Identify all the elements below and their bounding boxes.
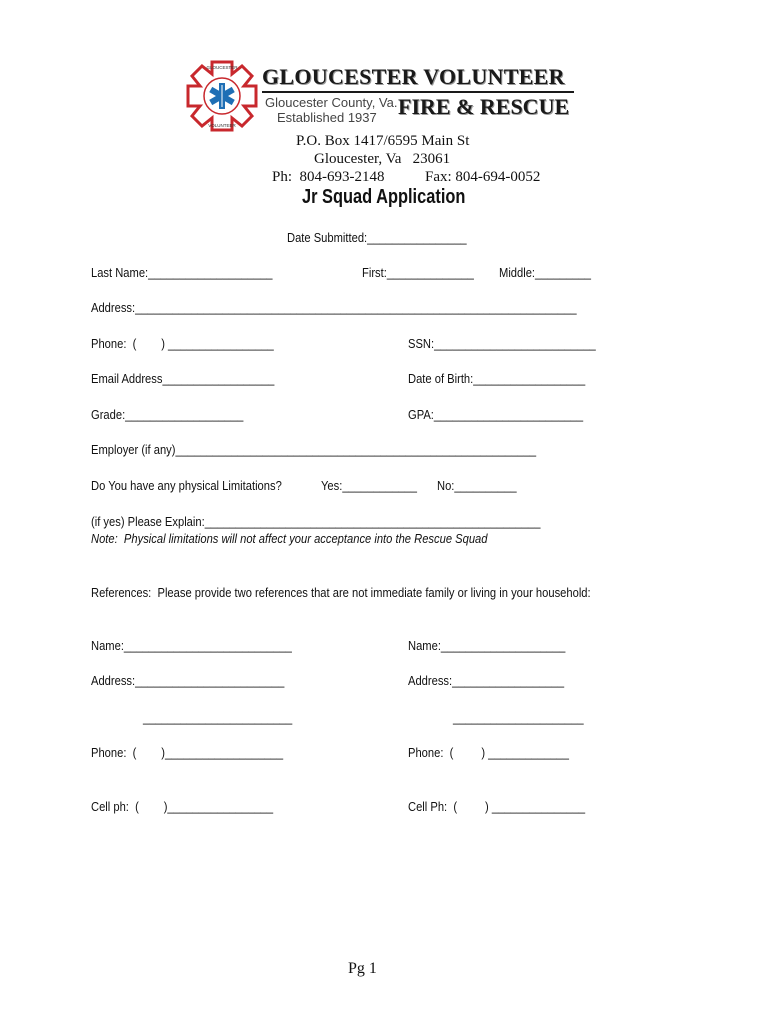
middle-name-field[interactable]: Middle:_________ [499, 265, 592, 280]
first-name-field[interactable]: First:______________ [362, 265, 474, 280]
phone-number: Ph: 804-693-2148 [272, 169, 385, 185]
phone-field[interactable]: Phone: ( ) _________________ [91, 336, 274, 351]
address-line-2: Gloucester, Va 23061 [314, 151, 451, 167]
logo-text-bottom: VOLUNTEER [208, 123, 236, 128]
address-line-1: P.O. Box 1417/6595 Main St [296, 133, 470, 149]
page-title: Jr Squad Application [302, 186, 466, 208]
limitations-question: Do You have any physical Limitations? [91, 478, 282, 493]
reference-2-cell-field[interactable]: Cell Ph: ( ) _______________ [408, 799, 586, 814]
ssn-field[interactable]: SSN:__________________________ [408, 336, 596, 351]
explain-field[interactable]: (if yes) Please Explain:______________________________________________________ [91, 514, 541, 529]
reference-2-name-field[interactable]: Name:____________________ [408, 638, 566, 653]
header-divider [262, 91, 574, 93]
reference-1-name-field[interactable]: Name:___________________________ [91, 638, 292, 653]
org-name: GLOUCESTER VOLUNTEER [262, 64, 565, 89]
address-field[interactable]: Address:_______________________________________________________________________ [91, 300, 577, 315]
reference-2-phone-field[interactable]: Phone: ( ) _____________ [408, 745, 569, 760]
grade-field[interactable]: Grade:___________________ [91, 407, 244, 422]
employer-field[interactable]: Employer (if any)__________________________________________________________ [91, 442, 537, 457]
reference-1-address-line-2[interactable]: ________________________ [143, 710, 293, 725]
date-submitted-field[interactable]: Date Submitted:________________ [287, 230, 467, 245]
reference-2-address-field[interactable]: Address:__________________ [408, 673, 565, 688]
dob-field[interactable]: Date of Birth:__________________ [408, 371, 586, 386]
fire-rescue-logo-icon [186, 60, 258, 132]
limitations-note: Note: Physical limitations will not affect your acceptance into the Rescue Squad [91, 531, 488, 546]
logo-text-top: GLOUCESTER [206, 65, 238, 70]
reference-1-phone-field[interactable]: Phone: ( )___________________ [91, 745, 284, 760]
county-text: Gloucester County, Va. [265, 95, 398, 110]
email-field[interactable]: Email Address__________________ [91, 371, 275, 386]
limitations-yes-field[interactable]: Yes:____________ [321, 478, 417, 493]
reference-1-address-field[interactable]: Address:________________________ [91, 673, 285, 688]
established-text: Established 1937 [277, 110, 377, 125]
last-name-field[interactable]: Last Name:____________________ [91, 265, 273, 280]
reference-2-address-line-2[interactable]: _____________________ [453, 710, 584, 725]
org-subtitle: FIRE & RESCUE [398, 94, 570, 119]
references-intro: References: Please provide two references that are not immediate family or living in your household: [91, 585, 591, 600]
page-number: Pg 1 [348, 960, 377, 977]
fax-number: Fax: 804-694-0052 [425, 169, 541, 185]
gpa-field[interactable]: GPA:________________________ [408, 407, 584, 422]
reference-1-cell-field[interactable]: Cell ph: ( )_________________ [91, 799, 274, 814]
limitations-no-field[interactable]: No:__________ [437, 478, 517, 493]
